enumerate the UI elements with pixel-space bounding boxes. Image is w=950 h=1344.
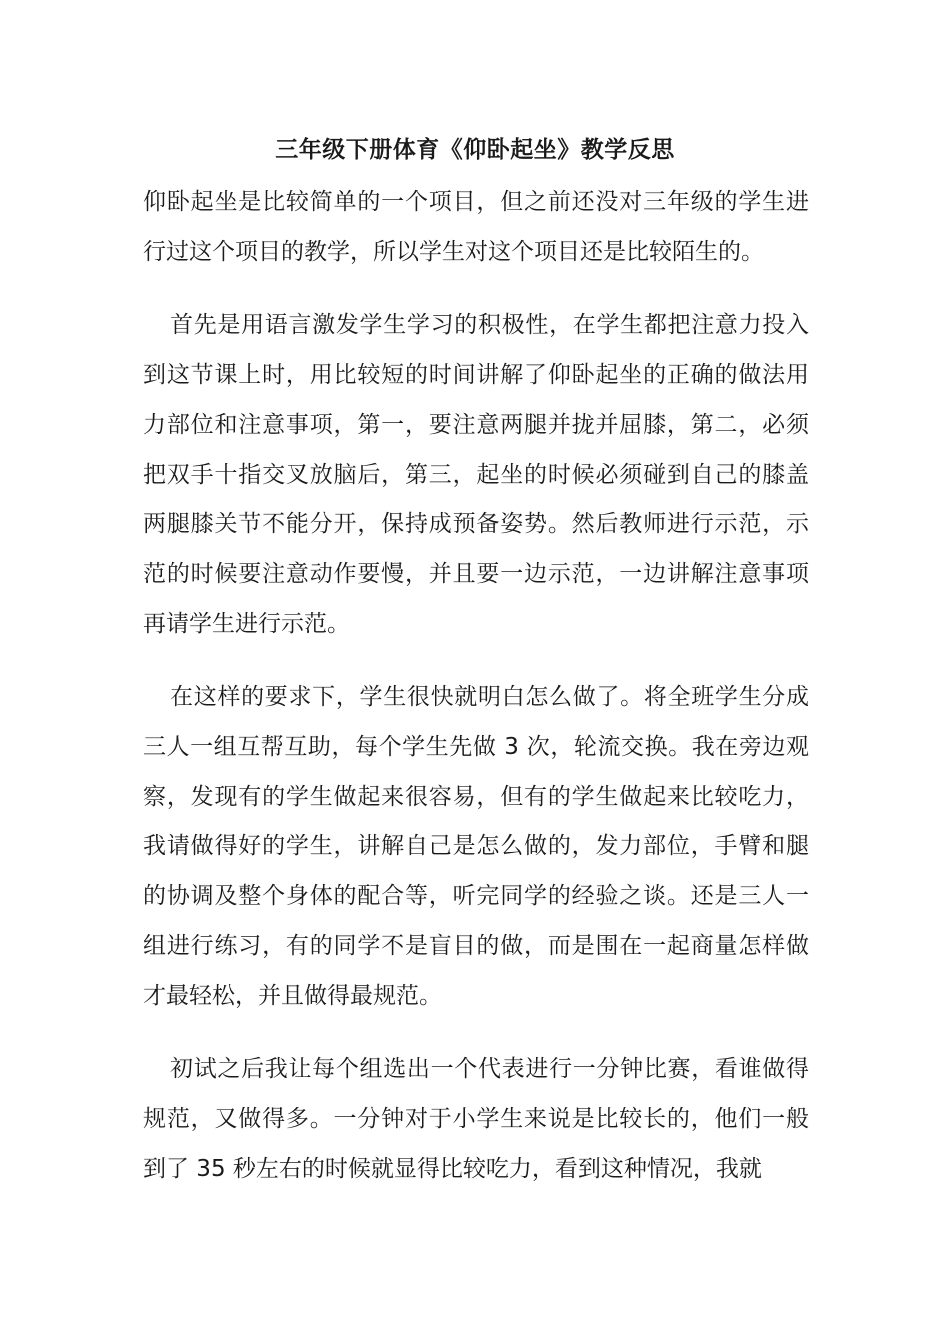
paragraph-competition: 初试之后我让每个组选出一个代表进行一分钟比赛，看谁做得规范，又做得多。一分钟对于小学生来说是比较长的，他们一般到了 35 秒左右的时候就显得比较吃力，看到这种情况，我就	[143, 1056, 809, 1182]
paragraph-explanation: 首先是用语言激发学生学习的积极性，在学生都把注意力投入到这节课上时，用比较短的时间讲解了仰卧起坐的正确的做法用力部位和注意事项，第一，要注意两腿并拢并屈膝，第二，必须把双手十指交叉放脑后，第三，起坐的时候必须碰到自己的膝盖两腿膝关节不能分开，保持成预备姿势。然后教师进行示范，示范的时候要注意动作要慢，并且要一边示范，一边讲解注意事项再请学生进行示范。	[143, 312, 809, 637]
paragraph-group-practice: 在这样的要求下，学生很快就明白怎么做了。将全班学生分成三人一组互帮互助，每个学生先做 3 次，轮流交换。我在旁边观察，发现有的学生做起来很容易，但有的学生做起来比较吃力，我请做得好的学生，讲解自己是怎么做的，发力部位，手臂和腿的协调及整个身体的配合等，听完同学的经验之谈。还是三人一组进行练习，有的同学不是盲目的做，而是围在一起商量怎样做才最轻松，并且做得最规范。	[143, 684, 809, 1009]
document-body	[143, 178, 809, 1194]
document-title: 三年级下册体育《仰卧起坐》教学反思	[275, 137, 675, 163]
paragraph-intro: 仰卧起坐是比较简单的一个项目，但之前还没对三年级的学生进行过这个项目的教学，所以学生对这个项目还是比较陌生的。	[143, 189, 809, 265]
